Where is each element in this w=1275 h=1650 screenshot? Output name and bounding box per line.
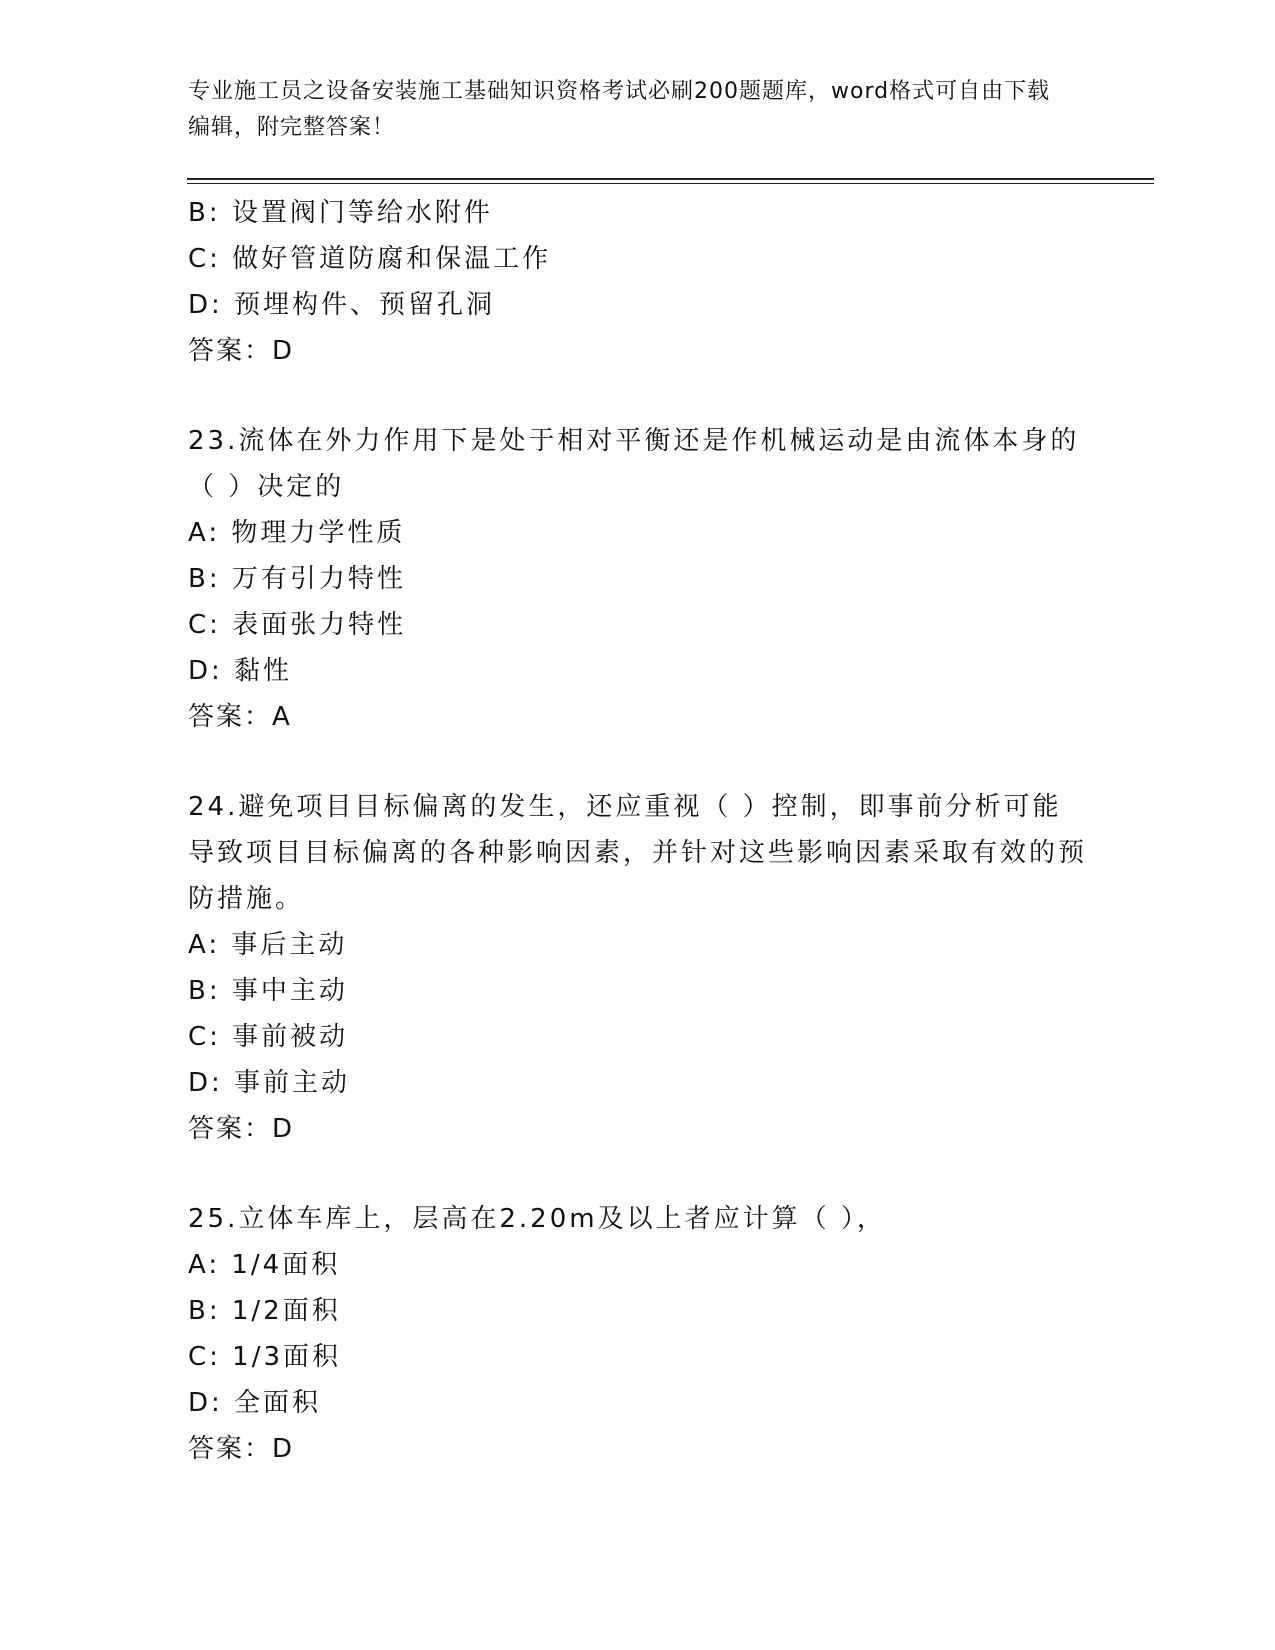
option-b: B: 1/2面积 [188, 1296, 341, 1326]
option-d: D: 黏性 [188, 656, 293, 686]
option-b: B: 万有引力特性 [188, 564, 406, 594]
option-a: A: 1/4面积 [188, 1250, 341, 1280]
header-divider-thick [187, 178, 1154, 180]
document-header [188, 74, 1068, 146]
option-c: C: 1/3面积 [188, 1342, 342, 1372]
header-title: 专业施工员之设备安装施工基础知识资格考试必刷200题题库，word格式可自由下载编辑，附完整答案！ [188, 79, 1051, 140]
question-list [188, 190, 1088, 1472]
option-a: A: 事后主动 [188, 930, 348, 960]
answer-line: 答案：A [188, 702, 292, 732]
option-c: C: 表面张力特性 [188, 610, 407, 640]
question-text: 25.立体车库上，层高在2.20m及以上者应计算（ ）， [188, 1204, 886, 1234]
answer-line: 答案：D [188, 336, 295, 366]
option-c: C: 做好管道防腐和保温工作 [188, 244, 552, 274]
question-text: 23.流体在外力作用下是处于相对平衡还是作机械运动是由流体本身的（ ）决定的 [188, 426, 1080, 502]
answer-line: 答案：D [188, 1114, 295, 1144]
question-23 [188, 418, 1088, 740]
option-d: D: 全面积 [188, 1388, 322, 1418]
option-c: C: 事前被动 [188, 1022, 349, 1052]
option-d: D: 预埋构件、预留孔洞 [188, 290, 496, 320]
option-d: D: 事前主动 [188, 1068, 351, 1098]
option-a: A: 物理力学性质 [188, 518, 406, 548]
question-text: 24.避免项目目标偏离的发生，还应重视（ ）控制，即事前分析可能导致项目目标偏离的各种影响因素，并针对这些影响因素采取有效的预防措施。 [188, 792, 1088, 914]
option-b: B: 设置阀门等给水附件 [188, 198, 493, 228]
option-b: B: 事中主动 [188, 976, 348, 1006]
question-25 [188, 1196, 1088, 1472]
question-24 [188, 784, 1088, 1152]
continued-question [188, 190, 1088, 374]
header-divider-thin [187, 183, 1154, 184]
answer-line: 答案：D [188, 1434, 295, 1464]
